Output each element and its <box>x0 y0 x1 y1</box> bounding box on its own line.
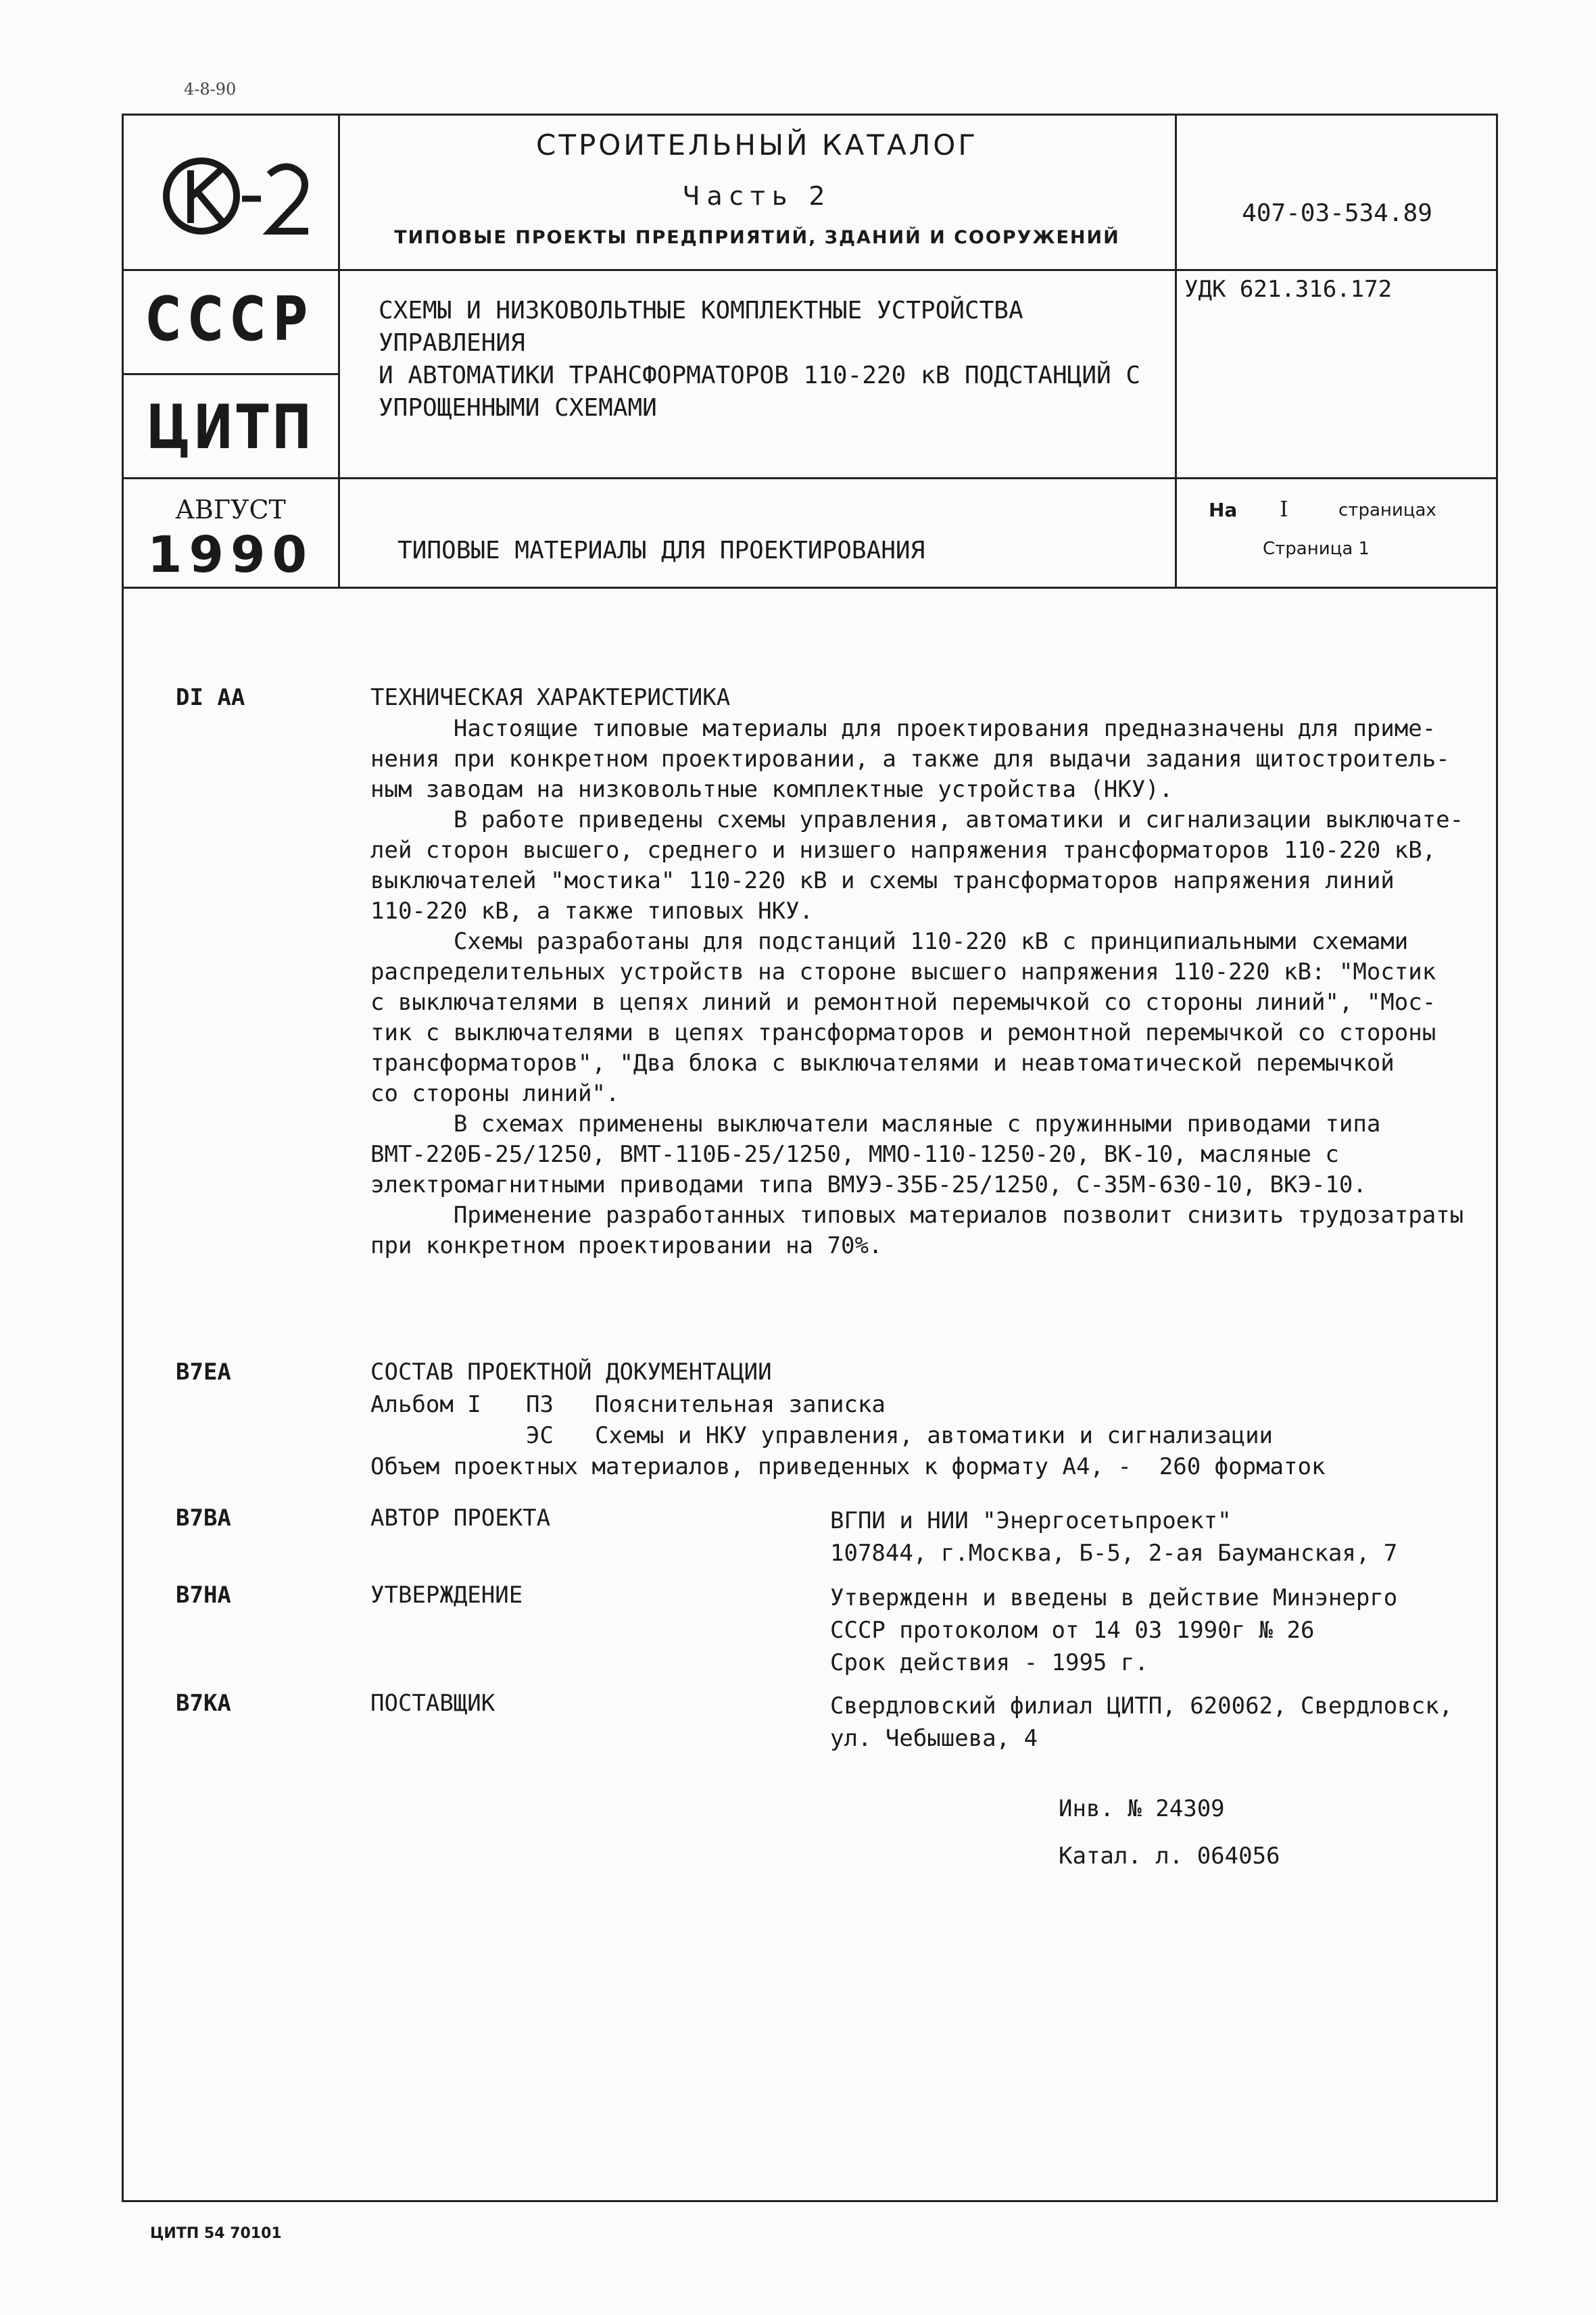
text-line: при конкретном проектировании на 70%. <box>370 1232 883 1259</box>
date-stamp: 4-8-90 <box>184 80 237 99</box>
publisher-label: ЦИТП <box>146 392 315 463</box>
text-line: распределительных устройств на стороне высшего напряжения 110-220 кВ: "Мостик <box>370 958 1436 985</box>
issue-month: АВГУСТ <box>175 495 286 525</box>
text-line: с выключателями в цепях линий и ремонтной перемычкой со стороны линий", "Мос- <box>370 989 1436 1016</box>
inventory-number: Инв. № 24309 <box>1059 1795 1225 1822</box>
section-title: ТЕХНИЧЕСКАЯ ХАРАКТЕРИСТИКА <box>370 684 731 711</box>
text-line: 110-220 кВ, а также типовых НКУ. <box>370 898 814 925</box>
doc-item-text: Пояснительная записка <box>595 1391 886 1418</box>
country-label: СССР <box>146 284 315 355</box>
work-title-line: УПРОЩЕННЫМИ СХЕМАМИ <box>379 394 657 422</box>
section-code: В7ЕА <box>176 1359 231 1386</box>
text-line: СССР протоколом от 14 03 1990г № 26 <box>830 1617 1315 1644</box>
document-code: 407-03-534.89 <box>1242 199 1432 227</box>
approval-info <box>830 1582 1397 1679</box>
tech-description <box>370 714 1479 1261</box>
text-line: трансформаторов", "Два блока с выключателями и неавтоматической перемычкой <box>370 1050 1395 1077</box>
issue-year: 1990 <box>147 526 314 584</box>
divider <box>122 477 1498 479</box>
doc-item-text: Схемы и НКУ управления, автоматики и сигнализации <box>595 1422 1274 1449</box>
pages-count: I <box>1280 496 1288 522</box>
text-line: Срок действия - 1995 г. <box>830 1649 1148 1676</box>
work-title <box>379 295 1169 424</box>
text-line: тик с выключателями в цепях трансформаторов и ремонтной перемычкой со стороны <box>370 1019 1436 1046</box>
divider <box>122 373 339 375</box>
materials-title: ТИПОВЫЕ МАТЕРИАЛЫ ДЛЯ ПРОЕКТИРОВАНИЯ <box>397 537 925 564</box>
section-title: СОСТАВ ПРОЕКТНОЙ ДОКУМЕНТАЦИИ <box>370 1359 772 1386</box>
catalog-sheet-number: Катал. л. 064056 <box>1059 1843 1280 1870</box>
text-line: со стороны линий". <box>370 1080 620 1107</box>
text-line: В схемах применены выключатели масляные с пружинными приводами типа <box>370 1111 1381 1138</box>
divider <box>122 269 1498 271</box>
text-line: лей сторон высшего, среднего и низшего напряжения трансформаторов 110-220 кВ, <box>370 837 1436 864</box>
k2-logo-icon <box>160 149 316 243</box>
catalog-part: Часть 2 <box>682 181 832 211</box>
section-title: ПОСТАВЩИК <box>370 1690 495 1717</box>
text-line: Свердловский филиал ЦИТП, 620062, Свердловск, <box>830 1692 1453 1720</box>
doc-item-code: ЭС <box>526 1422 554 1449</box>
divider <box>122 587 1498 589</box>
catalog-logo <box>160 149 316 243</box>
udc-code: УДК 621.316.172 <box>1184 276 1393 303</box>
pages-word: страницах <box>1338 500 1436 520</box>
text-line: ВГПИ и НИИ "Энергосетьпроект" <box>830 1507 1232 1534</box>
catalog-subtitle: ТИПОВЫЕ ПРОЕКТЫ ПРЕДПРИЯТИЙ, ЗДАНИЙ И СООРУЖЕНИЙ <box>394 227 1120 248</box>
doc-item-code: ПЗ <box>526 1391 554 1418</box>
supplier-info <box>830 1690 1453 1755</box>
text-line: ВМТ-220Б-25/1250, ВМТ-110Б-25/1250, ММО-110-1250-20, ВК-10, масляные с <box>370 1141 1339 1168</box>
text-line: 107844, г.Москва, Б-5, 2-ая Бауманская, 7 <box>830 1540 1398 1567</box>
section-title: УТВЕРЖДЕНИЕ <box>370 1582 523 1609</box>
section-code: В7ВА <box>176 1505 231 1532</box>
work-title-line: СХЕМЫ И НИЗКОВОЛЬТНЫЕ КОМПЛЕКТНЫЕ УСТРОЙСТВА УПРАВЛЕНИЯ <box>379 297 1023 357</box>
section-code: DI AA <box>176 684 245 711</box>
text-line: Схемы разработаны для подстанций 110-220 кВ с принципиальными схемами <box>370 928 1409 955</box>
work-title-line: И АВТОМАТИКИ ТРАНСФОРМАТОРОВ 110-220 кВ ПОДСТАНЦИЙ С <box>379 362 1141 389</box>
section-title: АВТОР ПРОЕКТА <box>370 1505 551 1532</box>
text-line: ул. Чебышева, 4 <box>830 1725 1038 1752</box>
text-line: Применение разработанных типовых материалов позволит снизить трудозатраты <box>370 1202 1464 1229</box>
text-line: выключателей "мостика" 110-220 кВ и схемы трансформаторов напряжения линий <box>370 867 1395 894</box>
text-line: нения при конкретном проектировании, а также для выдачи задания щитостроитель- <box>370 746 1450 773</box>
text-line: В работе приведены схемы управления, автоматики и сигнализации выключате- <box>370 806 1464 833</box>
text-line: Утвержденн и введены в действие Минэнерго <box>830 1584 1398 1611</box>
volume-line: Объем проектных материалов, приведенных к формату А4, - 260 форматок <box>370 1453 1326 1480</box>
catalog-title: СТРОИТЕЛЬНЫЙ КАТАЛОГ <box>536 128 978 162</box>
album-label: Альбом I <box>370 1391 481 1418</box>
text-line: Настоящие типовые материалы для проектирования предназначены для приме- <box>370 715 1436 742</box>
section-code: В7НА <box>176 1582 231 1609</box>
footer-code: ЦИТП 54 70101 <box>150 2225 282 2242</box>
pages-prefix: На <box>1209 499 1238 521</box>
text-line: электромагнитными приводами типа ВМУЭ-35Б-25/1250, С-35М-630-10, ВКЭ-10. <box>370 1171 1367 1198</box>
section-code: В7КА <box>176 1690 231 1717</box>
text-line: ным заводам на низковольтные комплектные устройства (НКУ). <box>370 776 1174 803</box>
author-info <box>830 1505 1397 1569</box>
divider <box>1175 114 1177 587</box>
page-number: Страница 1 <box>1263 539 1370 559</box>
